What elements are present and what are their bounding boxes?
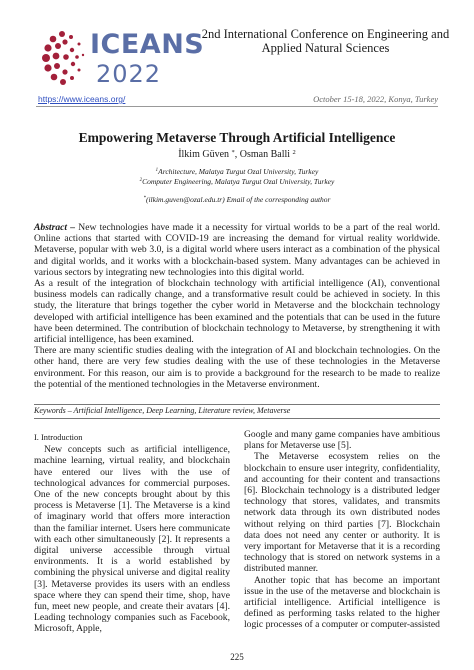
paper-title: Empowering Metaverse Through Artificial Intelligence: [78, 130, 396, 145]
left-column: [34, 432, 230, 635]
corresponding-author: [0, 195, 474, 205]
body-paragraph: Another topic that has become an important issue in the use of the metaverse and blockchain is artificial intelligence. Artificial intelligence is defined as performing tasks related to the higher logic processes of a computer or computer-assisted: [244, 574, 440, 631]
logo-name: ICEANS: [90, 29, 205, 60]
right-column: [244, 429, 440, 631]
conference-website-link[interactable]: https://www.iceans.org/: [38, 94, 126, 104]
page-number: 225: [230, 652, 244, 662]
author-mark: *: [231, 149, 235, 156]
body-paragraph: Google and many game companies have ambitious plans for Metaverse use [5].: [244, 429, 440, 452]
author-name: Osman Balli: [239, 149, 291, 160]
logo-year: 2022: [96, 60, 162, 88]
abstract-paragraph: [34, 222, 440, 278]
author-name: İlkim Güven: [178, 149, 230, 160]
corresponding-email: (ilkim.guven@ozal.edu.tr) Email of the corresponding author: [145, 195, 331, 204]
section-heading: I. Introduction: [34, 433, 83, 442]
abstract-paragraph: As a result of the integration of blockchain technology with artificial intelligence (AI), conventional business models can radically change, and a transformative result could be achieved in society. In this study, the literature that brings together the cyber world in Metaverse and the blockchain technology developed with artificial intelligence has been examined and the potentials that can be used in the future have been determined. The contribution of blockchain technology to Metaverse, by strengthening it with artificial intelligence, has been examined.: [34, 278, 440, 346]
header-divider: [36, 106, 438, 107]
keywords: Keywords – Artificial Intelligence, Deep Learning, Literature review, Metaverse: [34, 406, 291, 415]
keywords-divider: [34, 404, 440, 405]
paper-authors: İlkim Güven *, Osman Balli $^2$: [178, 149, 296, 160]
author-mark: 2: [292, 149, 296, 156]
abstract: [34, 222, 440, 390]
abstract-label: Abstract –: [34, 222, 76, 233]
affiliation: [0, 167, 474, 177]
abstract-text: New technologies have made it a necessity for virtual worlds to be a part of the real world. Online actions that started with COVID-19 are increasing the demand for virtual reality worldwide. Metaverse, popular with web 3.0, is a digital world where users interact as a combination of the physical and digital worlds, and it works with a blockchain-based system. Many advantages can be achieved in various sectors by integrating new technologies into this digital world.: [34, 222, 440, 278]
affiliation-mark: 2: [139, 178, 143, 183]
iceans-logo: [36, 26, 205, 90]
affiliation-mark: 1: [155, 168, 159, 173]
body-paragraph: New concepts such as artificial intelligence, machine learning, virtual reality, and blockchain have entered our lives with the use of technological advances for commercial purposes. One of the new concepts brought about by this process is Metaverse [1]. The Metaverse is a kind of imaginary world that offers more interaction than the familiar internet. Users here communicate with each other simultaneously [2]. It represents a digital universe accessible through virtual environments. It is a world established by combining the physical universe and digital reality [3]. Metaverse provides its users with an endless space where they can spend their time, shop, have fun, meet new people, and create their avatars [4]. Leading technology companies such as Facebook, Microsoft, Apple,: [34, 444, 230, 635]
corresponding-mark: *: [143, 196, 146, 201]
dotted-leaf-logo-icon: [36, 26, 92, 90]
affiliation-text: Architecture, Malatya Turgut Ozal University, Turkey: [158, 167, 319, 176]
conference-title: 2nd International Conference on Engineering and Applied Natural Sciences: [201, 27, 450, 55]
keywords-divider: [34, 418, 440, 419]
affiliation-text: Computer Engineering, Malatya Turgut Ozal University, Turkey: [142, 177, 335, 186]
body-paragraph: The Metaverse ecosystem relies on the blockchain to ensure user integrity, confidentiality, and accounting for their content and transactions [6]. Blockchain technology is a distributed ledger technology that stores, validates, and transmits network data through its own distributed nodes without relying on third parties [7]. Blockchain data does not need any center or authority. It is very important for Metaverse that it is a recording technology that is stored on network systems in a distributed manner.: [244, 451, 440, 575]
conference-date-location: October 15-18, 2022, Konya, Turkey: [313, 94, 438, 104]
abstract-paragraph: There are many scientific studies dealing with the integration of AI and blockchain technologies. On the other hand, there are very few studies dealing with the use of these technologies in the Metaverse environment. For this reason, our aim is to provide a background for the research to be made to realize the potential of the mentioned technologies in the Metaverse environment.: [34, 345, 440, 390]
affiliation: [0, 177, 474, 187]
